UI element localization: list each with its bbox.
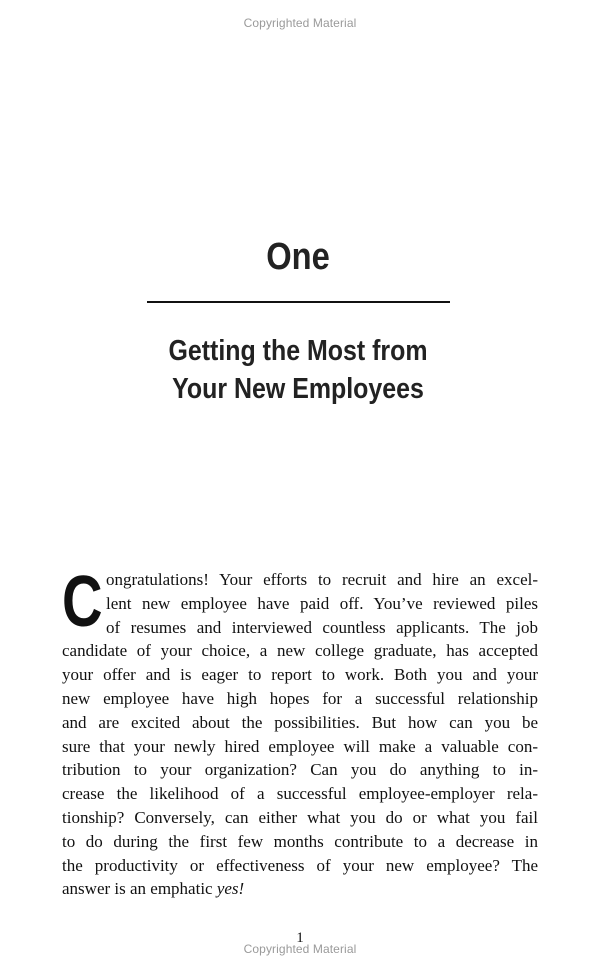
body-last-line-text: answer is an emphatic xyxy=(62,879,217,899)
body-line: of resumes and interviewed countless applicants. The job xyxy=(106,617,538,637)
body-line: the productivity or effectiveness of your new employee? The xyxy=(62,855,538,875)
copyright-watermark-top: Copyrighted Material xyxy=(243,16,357,30)
chapter-title xyxy=(42,332,555,408)
body-line: new employee have high hopes for a successful relationship xyxy=(62,688,538,708)
page-number: 1 xyxy=(296,930,304,946)
body-line: your offer and is eager to report to work. Both you and your xyxy=(62,665,538,685)
body-paragraph xyxy=(62,562,538,901)
chapter-title-line-2: Your New Employees xyxy=(172,373,424,405)
body-line: and are excited about the possibilities. But how can you be xyxy=(62,712,538,732)
chapter-title-line-1: Getting the Most from xyxy=(168,335,428,367)
body-line: to do during the first few months contribute to a decrease in xyxy=(62,831,538,851)
emphasis-yes: yes! xyxy=(216,879,245,899)
body-line: tribution to your organization? Can you do anything to in- xyxy=(62,760,538,780)
body-line: sure that your newly hired employee will make a valuable con- xyxy=(62,736,538,756)
chapter-number: One xyxy=(266,236,330,278)
chapter-divider-rule xyxy=(147,301,450,303)
body-last-line xyxy=(62,877,538,901)
body-line: candidate of your choice, a new college graduate, has accepted xyxy=(62,641,538,661)
body-line: ongratulations! Your efforts to recruit and hire an excel- xyxy=(106,570,538,589)
copyright-watermark-bottom: Copyrighted Material xyxy=(243,942,357,956)
body-line: tionship? Conversely, can either what you do or what you fail xyxy=(62,807,538,827)
body-line: crease the likelihood of a successful employee-employer rela- xyxy=(62,784,538,804)
drop-cap-letter: C xyxy=(62,562,103,642)
body-line: lent new employee have paid off. You’ve reviewed piles xyxy=(106,593,538,613)
